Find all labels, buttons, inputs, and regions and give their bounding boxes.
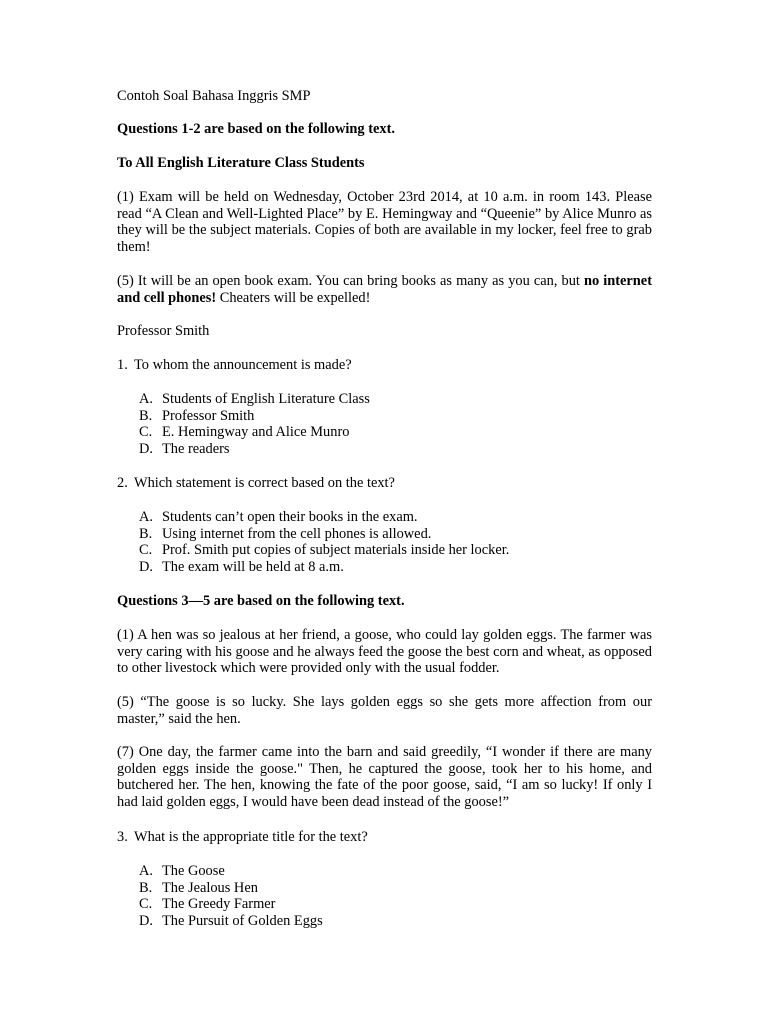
question-text: To whom the announcement is made?: [134, 357, 352, 373]
option-text: Professor Smith: [162, 407, 255, 424]
question-2: [117, 475, 652, 492]
option-letter: C.: [139, 542, 153, 559]
option-letter: D.: [139, 913, 153, 930]
option-d: [139, 441, 639, 458]
option-b: [139, 880, 639, 897]
option-letter: A.: [139, 509, 153, 525]
story-paragraph-2: (5) “The goose is so lucky. She lays golden eggs so she gets more affection from our master,” said the hen.: [117, 694, 652, 727]
question-number: 2.: [117, 475, 128, 491]
announcement-signature: Professor Smith: [117, 323, 210, 339]
option-d: [139, 913, 639, 930]
option-c: [139, 896, 639, 913]
option-text: Students can’t open their books in the exam.: [162, 509, 418, 525]
option-letter: A.: [139, 391, 153, 407]
question-1: [117, 357, 652, 374]
option-a: [139, 509, 639, 526]
option-letter: C.: [139, 424, 153, 441]
section1-intro: Questions 1-2 are based on the following text.: [117, 121, 395, 137]
option-text: The readers: [162, 441, 230, 458]
option-letter: D.: [139, 441, 153, 458]
announcement-title: To All English Literature Class Students: [117, 155, 365, 171]
option-letter: B.: [139, 879, 153, 896]
story-paragraph-3: (7) One day, the farmer came into the barn and said greedily, “I wonder if there are many golden eggs inside the goose." Then, he captured the goose, took her to his home, and butchered her. The hen, knowing the fate of the poor goose, said, “I am so lucky! If only I had laid golden eggs, I would have been dead instead of the goose!”: [117, 744, 652, 811]
option-b: [139, 526, 639, 543]
paragraph-2-end: Cheaters will be expelled!: [216, 289, 371, 306]
paragraph-2-emphasis: no internet and cell phones!: [117, 273, 652, 306]
option-c: [139, 424, 639, 441]
announcement-paragraph-2: [117, 273, 652, 306]
question-number: 1.: [117, 357, 128, 373]
option-c: [139, 542, 639, 559]
document-header: Contoh Soal Bahasa Inggris SMP: [117, 88, 311, 104]
option-text: Students of English Literature Class: [162, 391, 370, 407]
question-number: 3.: [117, 829, 128, 845]
option-letter: D.: [139, 559, 153, 576]
option-text: The exam will be held at 8 a.m.: [162, 559, 344, 576]
question-text: What is the appropriate title for the text?: [134, 829, 368, 845]
announcement-paragraph-1: (1) Exam will be held on Wednesday, October 23rd 2014, at 10 a.m. in room 143. Please read “A Clean and Well-Lighted Place” by E. Hemingway and “Queenie” by Alice Munro as they will be the subject materials. Copies of both are available in my locker, feel free to grab them!: [117, 189, 652, 256]
option-text: Prof. Smith put copies of subject materials inside her locker.: [162, 542, 510, 559]
option-letter: A.: [139, 863, 153, 879]
option-text: Using internet from the cell phones is allowed.: [162, 525, 432, 542]
option-text: The Pursuit of Golden Eggs: [162, 913, 323, 930]
option-letter: C.: [139, 896, 153, 913]
option-a: [139, 863, 639, 880]
section2-intro: Questions 3—5 are based on the following text.: [117, 593, 405, 609]
option-text: E. Hemingway and Alice Munro: [162, 424, 350, 441]
question-2-options: [139, 509, 639, 576]
option-letter: B.: [139, 525, 153, 542]
question-text: Which statement is correct based on the text?: [134, 475, 395, 491]
option-text: The Jealous Hen: [162, 879, 258, 896]
option-text: The Greedy Farmer: [162, 896, 276, 913]
option-letter: B.: [139, 407, 153, 424]
question-3-options: [139, 863, 639, 930]
question-3: [117, 829, 652, 846]
option-text: The Goose: [162, 863, 225, 879]
option-d: [139, 559, 639, 576]
option-a: [139, 391, 639, 408]
question-1-options: [139, 391, 639, 458]
paragraph-2-start: (5) It will be an open book exam. You can bring books as many as you can, but: [117, 273, 584, 289]
story-paragraph-1: (1) A hen was so jealous at her friend, a goose, who could lay golden eggs. The farmer was very caring with his goose and he always feed the goose the best corn and wheat, as opposed to other livestock which were provided only with the usual fodder.: [117, 627, 652, 677]
option-b: [139, 408, 639, 425]
